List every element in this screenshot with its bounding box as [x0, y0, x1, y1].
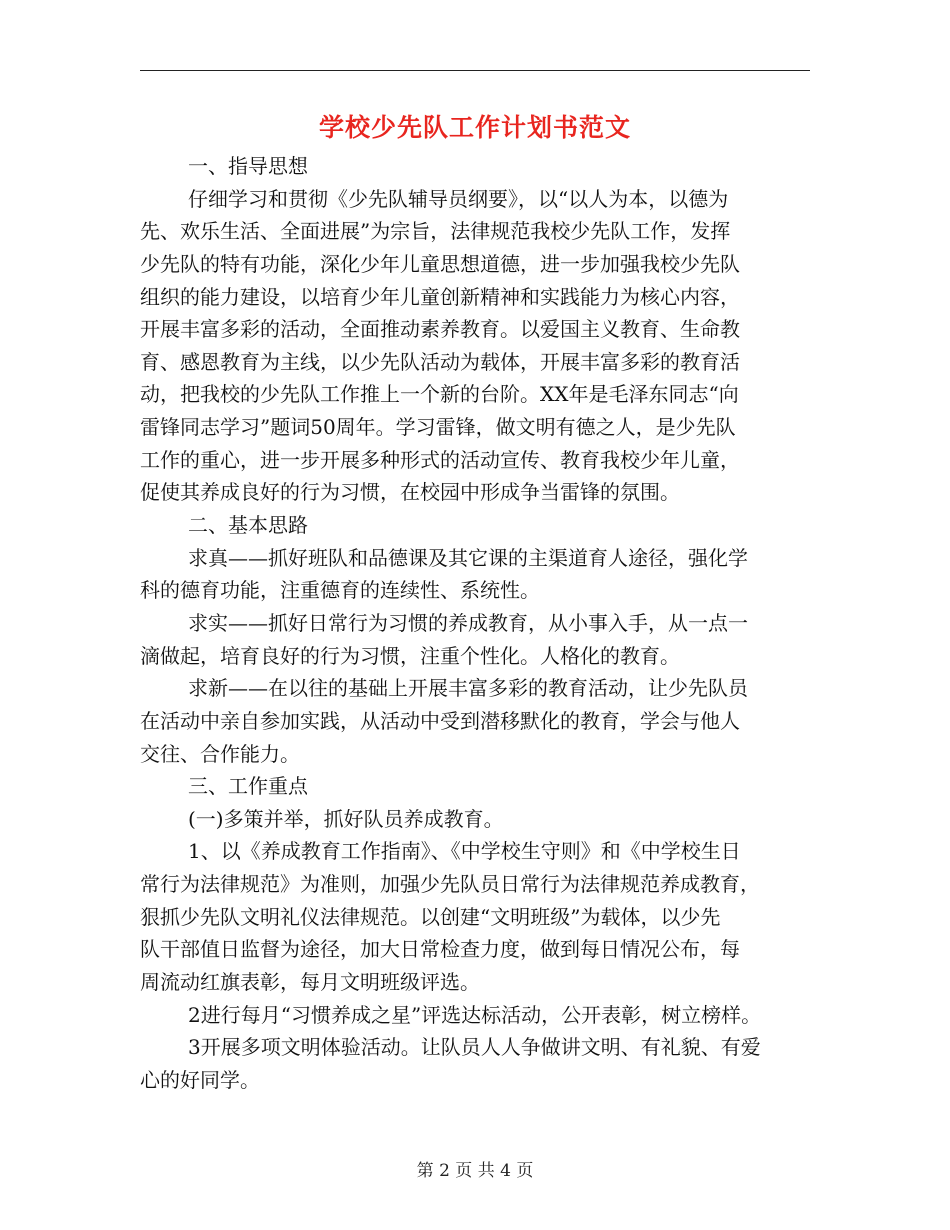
text-line: 1、以《养成教育工作指南》、《中学校生守则》和《中学校生日 [188, 839, 741, 864]
text-line: 求新——在以往的基础上开展丰富多彩的教育活动，让少先队员 [188, 676, 748, 701]
text-line: 二、基本思路 [188, 513, 308, 538]
text-line: 仔细学习和贯彻《少先队辅导员纲要》，以“以人为本，以德为 [188, 186, 729, 211]
text-line: 周流动红旗表彰，每月文明班级评选。 [140, 970, 480, 995]
header-rule [140, 70, 810, 71]
text-line: 少先队的特有功能，深化少年儿童思想道德，进一步加强我校少先队 [140, 251, 740, 276]
text-line: 组织的能力建设，以培育少年儿童创新精神和实践能力为核心内容， [140, 284, 740, 309]
text-line: 求实——抓好日常行为习惯的养成教育，从小事入手，从一点一 [188, 610, 748, 635]
text-line: 育、感恩教育为主线，以少先队活动为载体，开展丰富多彩的教育活 [140, 349, 740, 374]
text-line: 在活动中亲自参加实践，从活动中受到潜移默化的教育，学会与他人 [140, 708, 740, 733]
text-line: 雷锋同志学习”题词50周年。学习雷锋，做文明有德之人，是少先队 [140, 415, 736, 440]
document-title: 学校少先队工作计划书范文 [318, 113, 631, 142]
text-line: 交往、合作能力。 [140, 741, 300, 766]
text-line: 科的德育功能，注重德育的连续性、系统性。 [140, 578, 540, 603]
text-line: 先、欢乐生活、全面进展”为宗旨，法律规范我校少先队工作，发挥 [140, 219, 731, 244]
document-body [140, 150, 830, 1097]
page-footer: 第 2 页 共 4 页 [416, 1161, 534, 1181]
text-line: 2进行每月“习惯养成之星”评选达标活动，公开表彰，树立榜样。 [188, 1002, 762, 1027]
text-line: 滴做起，培育良好的行为习惯，注重个性化。人格化的教育。 [140, 643, 680, 668]
text-line: 求真——抓好班队和品德课及其它课的主渠道育人途径，强化学 [188, 545, 748, 570]
text-line: 三、工作重点 [188, 774, 308, 799]
text-line: 3开展多项文明体验活动。让队员人人争做讲文明、有礼貌、有爱 [188, 1035, 761, 1060]
text-line: 心的好同学。 [140, 1067, 260, 1092]
text-line: 常行为法律规范》为准则，加强少先队员日常行为法律规范养成教育， [140, 872, 760, 897]
text-line: 一、指导思想 [188, 154, 308, 178]
text-line: 队干部值日监督为途径，加大日常检查力度，做到每日情况公布，每 [140, 937, 740, 962]
text-line: (一)多策并举，抓好队员养成教育。 [188, 806, 504, 831]
text-line: 促使其养成良好的行为习惯，在校园中形成争当雷锋的氛围。 [140, 480, 680, 505]
text-line: 狠抓少先队文明礼仪法律规范。以创建“文明班级”为载体，以少先 [140, 904, 721, 929]
text-line: 工作的重心，进一步开展多种形式的活动宣传、教育我校少年儿童， [140, 447, 740, 472]
text-line: 动，把我校的少先队工作推上一个新的台阶。XX年是毛泽东同志“向 [140, 382, 739, 407]
text-line: 开展丰富多彩的活动，全面推动素养教育。以爱国主义教育、生命教 [140, 317, 740, 342]
